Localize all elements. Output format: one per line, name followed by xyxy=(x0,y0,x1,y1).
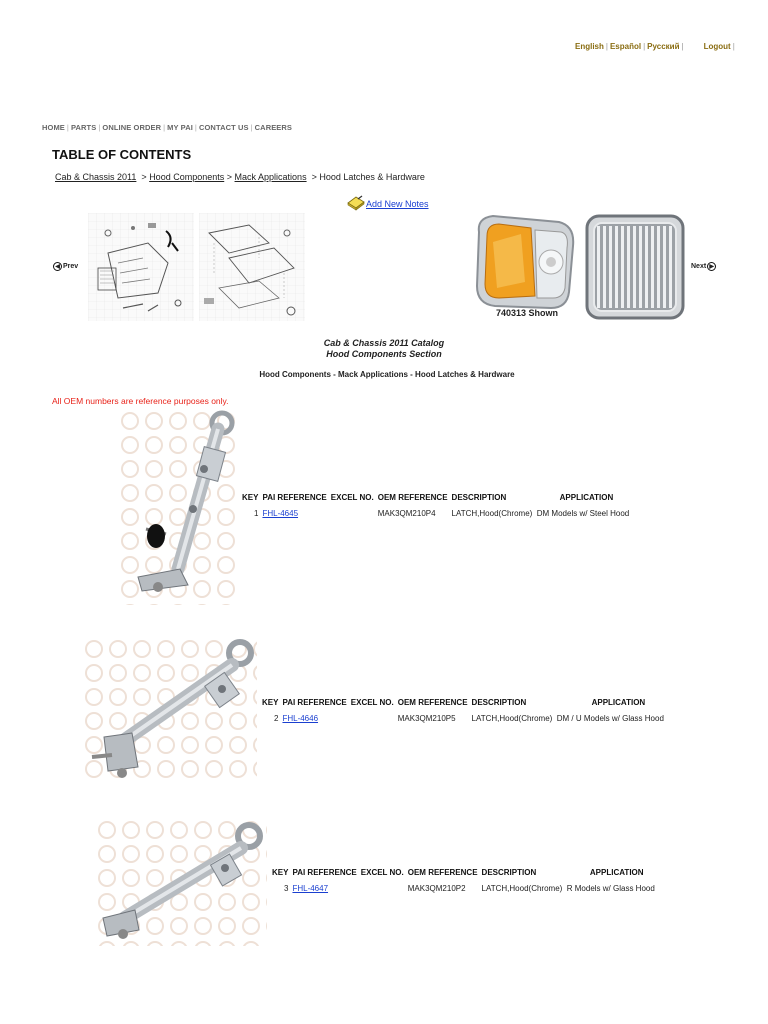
grille-bar xyxy=(621,226,624,308)
nav-my-pai[interactable]: MY PAI xyxy=(167,123,193,132)
part-key: 3 xyxy=(284,884,289,893)
part-oem: MAK3QM210P2 xyxy=(407,884,466,893)
breadcrumb-current: Hood Latches & Hardware xyxy=(319,172,425,182)
breadcrumb-separator: > xyxy=(226,172,233,182)
arrow-left-icon: ◀ xyxy=(53,262,62,271)
col-pai-reference: PAI REFERENCE xyxy=(292,868,357,877)
parts-table-1 xyxy=(242,493,633,518)
table-row xyxy=(242,509,633,518)
main-nav: HOME | PARTS | ONLINE ORDER | MY PAI | CONTACT US | CAREERS xyxy=(42,123,293,132)
nav-careers[interactable]: CAREERS xyxy=(254,123,293,132)
parts-table-3 xyxy=(272,868,659,893)
grille-bar xyxy=(645,226,648,308)
part-excel xyxy=(361,884,408,893)
breadcrumb-hood-components[interactable]: Hood Components xyxy=(149,172,225,182)
thumb-caption: 740313 Shown xyxy=(495,308,559,318)
add-notes xyxy=(346,195,429,213)
part-excel xyxy=(351,714,398,723)
part-link[interactable]: FHL-4646 xyxy=(282,714,319,723)
part-link[interactable]: FHL-4647 xyxy=(292,884,329,893)
col-pai-reference: PAI REFERENCE xyxy=(282,698,347,707)
col-oem-reference: OEM REFERENCE xyxy=(397,698,468,707)
part-oem: MAK3QM210P5 xyxy=(397,714,456,723)
part-description: LATCH,Hood(Chrome) xyxy=(451,509,533,518)
grille-bar xyxy=(657,226,660,308)
lang-english-link[interactable]: English xyxy=(575,42,604,51)
part-description: LATCH,Hood(Chrome) xyxy=(471,714,553,723)
part-image-2 xyxy=(82,637,257,783)
notepad-icon xyxy=(346,195,366,213)
col-key: KEY xyxy=(272,868,289,877)
col-description: DESCRIPTION xyxy=(451,493,507,502)
nav-home[interactable]: HOME xyxy=(42,123,65,132)
lang-espanol-link[interactable]: Español xyxy=(609,42,642,51)
table-header-row xyxy=(272,868,659,884)
logout-link[interactable]: Logout xyxy=(703,42,731,51)
part-description: LATCH,Hood(Chrome) xyxy=(481,884,563,893)
grille-bar xyxy=(669,226,672,308)
nav-parts[interactable]: PARTS xyxy=(70,123,97,132)
separator: | xyxy=(643,42,646,51)
separator: | xyxy=(732,42,735,51)
section-title: Hood Components - Mack Applications - Hood Latches & Hardware xyxy=(259,370,515,379)
part-image-3 xyxy=(95,818,267,946)
table-header-row xyxy=(262,698,668,714)
col-oem-reference: OEM REFERENCE xyxy=(407,868,478,877)
part-link[interactable]: FHL-4645 xyxy=(262,509,299,518)
breadcrumb-cab-chassis[interactable]: Cab & Chassis 2011 xyxy=(55,172,137,182)
next-label: Next xyxy=(691,263,707,270)
grille-bar xyxy=(651,226,654,308)
breadcrumb xyxy=(55,172,425,182)
part-application: DM / U Models w/ Glass Hood xyxy=(556,714,664,723)
col-excel-no: EXCEL NO. xyxy=(330,493,374,502)
breadcrumb-separator: > xyxy=(311,172,317,182)
table-header-row xyxy=(242,493,633,509)
col-application: APPLICATION xyxy=(589,868,644,877)
breadcrumb-separator: > xyxy=(141,172,147,182)
thumb-exploded-diagram-1[interactable] xyxy=(88,213,194,321)
breadcrumb-mack-applications[interactable]: Mack Applications xyxy=(234,172,307,182)
part-oem: MAK3QM210P4 xyxy=(377,509,436,518)
col-key: KEY xyxy=(262,698,279,707)
grille-bar xyxy=(597,226,600,308)
oem-disclaimer: All OEM numbers are reference purposes only. xyxy=(52,396,229,406)
nav-online-order[interactable]: ONLINE ORDER xyxy=(102,123,162,132)
next-button[interactable] xyxy=(691,262,716,271)
part-application: DM Models w/ Steel Hood xyxy=(536,509,630,518)
col-oem-reference: OEM REFERENCE xyxy=(377,493,448,502)
part-excel xyxy=(331,509,378,518)
part-desc-app xyxy=(482,884,659,893)
grille-bar xyxy=(633,226,636,308)
catalog-caption-line1: Cab & Chassis 2011 Catalog xyxy=(323,338,445,348)
part-image-1 xyxy=(118,409,236,605)
grille-bar xyxy=(615,226,618,308)
thumb-grille[interactable] xyxy=(583,212,687,322)
lang-russian-link[interactable]: Русский xyxy=(647,42,680,51)
catalog-caption-line2: Hood Components Section xyxy=(326,349,442,359)
separator: | xyxy=(681,42,684,51)
prev-label: Prev xyxy=(63,263,79,270)
col-description: DESCRIPTION xyxy=(481,868,537,877)
part-key: 1 xyxy=(254,509,259,518)
col-pai-reference: PAI REFERENCE xyxy=(262,493,327,502)
thumb-exploded-diagram-2[interactable] xyxy=(199,213,305,321)
parts-table-2 xyxy=(262,698,668,723)
add-new-notes-link[interactable]: Add New Notes xyxy=(366,199,429,209)
prev-button[interactable] xyxy=(53,262,78,271)
col-description: DESCRIPTION xyxy=(471,698,527,707)
grille-bar xyxy=(627,226,630,308)
part-key: 2 xyxy=(274,714,279,723)
thumb-headlight[interactable] xyxy=(471,212,578,322)
language-bar xyxy=(575,42,737,51)
col-application: APPLICATION xyxy=(559,493,614,502)
catalog-caption xyxy=(0,338,768,360)
table-row xyxy=(262,714,668,723)
col-application: APPLICATION xyxy=(591,698,646,707)
separator: | xyxy=(605,42,608,51)
arrow-right-icon: ▶ xyxy=(707,262,716,271)
grille-bar xyxy=(609,226,612,308)
grille-bar xyxy=(603,226,606,308)
page-title: TABLE OF CONTENTS xyxy=(52,147,192,162)
grille-bar xyxy=(639,226,642,308)
col-excel-no: EXCEL NO. xyxy=(360,868,404,877)
part-desc-app xyxy=(472,714,668,723)
col-key: KEY xyxy=(242,493,259,502)
part-desc-app xyxy=(452,509,634,518)
grille-bar xyxy=(663,226,666,308)
part-application: R Models w/ Glass Hood xyxy=(566,884,655,893)
nav-contact-us[interactable]: CONTACT US xyxy=(198,123,249,132)
table-row xyxy=(272,884,659,893)
col-excel-no: EXCEL NO. xyxy=(350,698,394,707)
